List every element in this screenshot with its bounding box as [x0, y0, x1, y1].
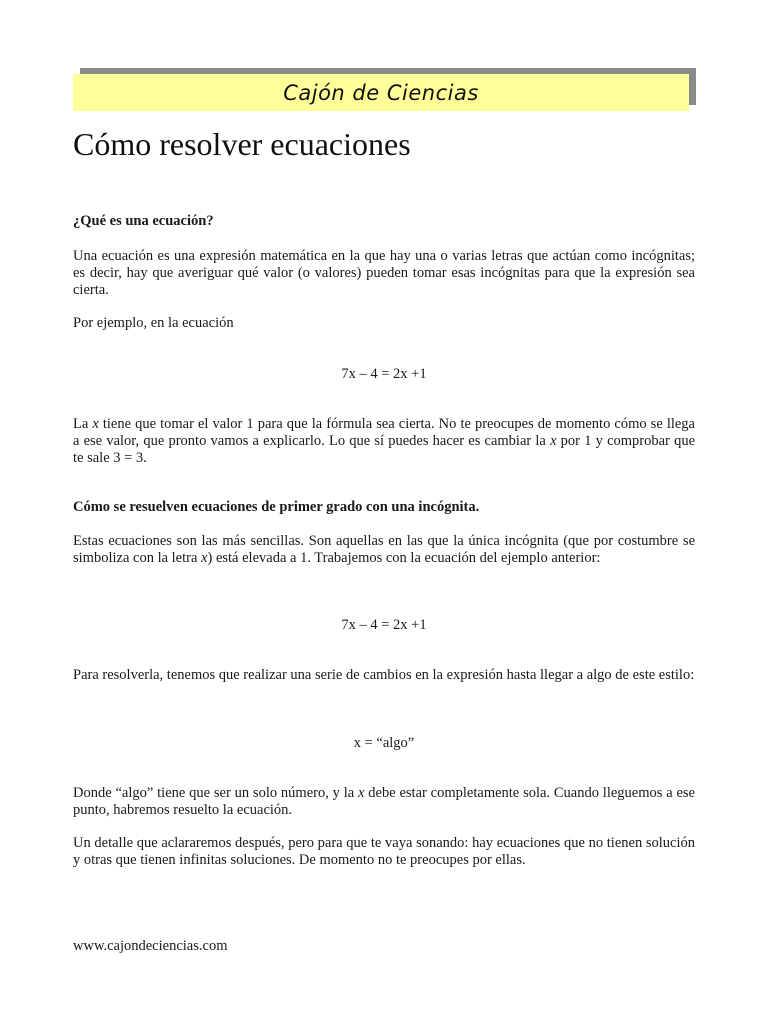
- section-heading-first-degree: Cómo se resuelven ecuaciones de primer grado con una incógnita.: [73, 499, 480, 515]
- paragraph-example-intro: Por ejemplo, en la ecuación: [73, 315, 234, 331]
- paragraph-first-degree: Estas ecuaciones son las más sencillas. Son aquellas en las que la única incógnita (que por costumbre se simboliza con la letra x) está elevada a 1. Trabajemos con la ecuación del ejemplo anterior:: [73, 533, 695, 566]
- paragraph-algo-explanation: Donde “algo” tiene que ser un solo número, y la x debe estar completamente sola. Cuando lleguemos a ese punto, habremos resuelto la ecuación.: [73, 785, 695, 818]
- paragraph-solution-note: Un detalle que aclararemos después, pero para que te vaya sonando: hay ecuaciones que no tienen solución y otras que tienen infinitas soluciones. De momento no te preocupes por ellas.: [73, 835, 695, 868]
- equation-example-2: 7x – 4 = 2x +1: [341, 617, 427, 633]
- banner-title: Cajón de Ciencias: [283, 80, 479, 105]
- paragraph-example-explanation: La x tiene que tomar el valor 1 para que la fórmula sea cierta. No te preocupes de momento cómo se llega a ese valor, que pronto vamos a explicarlo. Lo que sí puedes hacer es cambiar la x por 1 y comprobar que te sale 3 = 3.: [73, 416, 696, 466]
- section-heading-what-is-equation: ¿Qué es una ecuación?: [73, 213, 214, 229]
- equation-x-algo: x = “algo”: [353, 735, 415, 751]
- paragraph-definition: Una ecuación es una expresión matemática en la que hay una o varias letras que actúan como incógnitas; es decir, hay que averiguar qué valor (o valores) pueden tomar esas incógnitas para que la expresión sea cierta.: [73, 248, 695, 298]
- paragraph-solve-intro: Para resolverla, tenemos que realizar una serie de cambios en la expresión hasta llegar a algo de este estilo:: [73, 667, 695, 683]
- header-banner: [73, 74, 689, 111]
- equation-example-1: 7x – 4 = 2x +1: [341, 366, 427, 382]
- footer-url: www.cajondeciencias.com: [73, 938, 228, 954]
- page-title: Cómo resolver ecuaciones: [73, 126, 411, 162]
